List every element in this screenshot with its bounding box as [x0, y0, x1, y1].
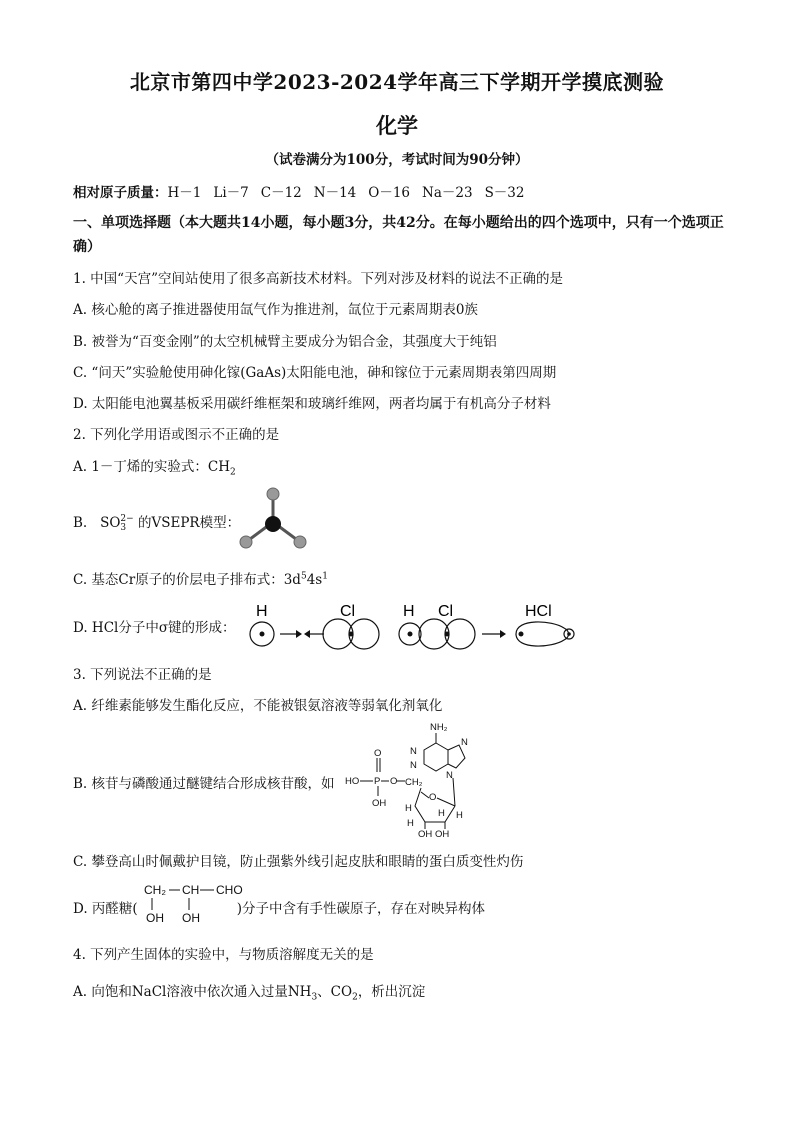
nucleotide-structure	[343, 718, 478, 840]
question-3-option-b: B. 核苷与磷酸通过醚键结合形成核苷酸，如	[73, 776, 335, 792]
option-b-suffix: 的VSEPR模型：	[138, 515, 241, 531]
ch2-group: CH₂	[405, 777, 423, 788]
page-title: 北京市第四中学2023-2024学年高三下学期开学摸底测验	[129, 70, 665, 94]
question-2-option-a	[73, 455, 236, 478]
formula-subscript: 2	[230, 467, 236, 478]
vsepr-model-diagram	[228, 484, 318, 554]
question-4-stem: 4. 下列产生固体的实验中，与物质溶解度无关的是	[73, 947, 374, 963]
config-part: 4s	[306, 572, 323, 588]
ribose-o: O	[429, 792, 437, 803]
oxygen-sphere	[240, 536, 252, 548]
ribose-h: H	[456, 810, 463, 821]
mass-item: N－14	[313, 185, 357, 201]
option-d-prefix: D. 丙醛糖(	[73, 901, 138, 917]
question-2-stem: 2. 下列化学用语或图示不正确的是	[73, 427, 280, 443]
question-1-option-b: B. 被誉为“百变金刚”的太空机械臂主要成分为铝合金，其强度大于纯铝	[73, 334, 497, 350]
cl-label: Cl	[340, 603, 356, 620]
atomic-masses	[73, 181, 537, 201]
option-a-text: A. 向饱和NaCl溶液中依次通入过量NH	[73, 984, 312, 1000]
cl-label: Cl	[438, 603, 454, 620]
option-c-text: C. 基态Cr原子的价层电子排布式：	[73, 572, 284, 588]
option-a-mid: 、CO	[317, 984, 353, 1000]
sigma-bond-diagram	[240, 600, 585, 652]
option-a-text: A. 1－丁烯的实验式：	[73, 459, 208, 475]
option-b-prefix: B.	[73, 515, 88, 531]
section-1-heading: 一、单项选择题（本大题共14小题，每小题3分，共42分。在每小题给出的四个选项中，只有一个选项正确）	[73, 215, 724, 255]
ch2-group: CH₂	[144, 883, 166, 897]
sulfite-formula: SO	[100, 515, 121, 531]
phosphate-oh: OH	[372, 798, 387, 809]
ribose-oh: OH	[435, 829, 450, 840]
question-1-option-c: C. “问天”实验舱使用砷化镓(GaAs)太阳能电池，砷和镓位于元素周期表第四周期	[73, 365, 557, 381]
question-3-option-a: A. 纤维素能够发生酯化反应，不能被银氨溶液等弱氧化剂氧化	[73, 698, 443, 714]
ribose-h: H	[407, 818, 414, 829]
ring-n: N	[410, 746, 417, 757]
oxygen-sphere	[294, 536, 306, 548]
amino-group: NH₂	[430, 722, 448, 733]
config-sup: 5	[300, 571, 307, 582]
mass-item: H－1	[167, 185, 202, 201]
ion-charge: 2−	[120, 513, 134, 524]
cho-group: CHO	[216, 883, 243, 897]
h-label: H	[256, 603, 268, 620]
mass-item: C－12	[260, 185, 302, 201]
mass-item: Na－23	[422, 185, 473, 201]
oh-group: OH	[146, 911, 164, 925]
phosphorus: P	[374, 776, 381, 787]
glyceraldehyde-structure	[142, 880, 252, 926]
oh-group: OH	[182, 911, 200, 925]
mass-item: O－16	[368, 185, 411, 201]
question-4-option-a	[73, 980, 425, 1003]
phosphate-ho: HO	[345, 776, 360, 787]
ch-group: CH	[182, 883, 200, 897]
sulfur-sphere	[265, 516, 281, 532]
ion-subscript: 3	[120, 522, 127, 533]
co2-subscript: 2	[352, 992, 358, 1003]
atomic-masses-label: 相对原子质量：	[73, 185, 168, 201]
config-sup: 1	[322, 571, 328, 582]
question-3-option-d	[73, 897, 485, 917]
ribose-h: H	[438, 808, 445, 819]
ring-n: N	[461, 737, 468, 748]
question-2-option-b	[73, 511, 240, 533]
option-a-end: ，析出沉淀	[357, 984, 426, 1000]
question-3-stem: 3. 下列说法不正确的是	[73, 667, 212, 683]
empirical-formula: CH	[207, 459, 231, 475]
option-d-suffix: )分子中含有手性碳原子，存在对映异构体	[236, 901, 485, 917]
mass-item: S－32	[484, 185, 525, 201]
exam-note: （试卷满分为100分，考试时间为90分钟）	[265, 152, 529, 168]
ring-n: N	[410, 760, 417, 771]
config-part: 3d	[283, 572, 301, 588]
h-label: H	[403, 603, 415, 620]
phosphate-o: O	[390, 776, 398, 787]
question-1-option-d: D. 太阳能电池翼基板采用碳纤维框架和玻璃纤维网，两者均属于有机高分子材料	[73, 396, 551, 412]
question-1-stem: 1. 中国“天宫”空间站使用了很多高新技术材料。下列对涉及材料的说法不正确的是	[73, 271, 563, 287]
question-2-option-d: D. HCl分子中σ键的形成：	[73, 620, 236, 636]
ribose-oh: OH	[418, 829, 433, 840]
question-3-option-c: C. 攀登高山时佩戴护目镜，防止强紫外线引起皮肤和眼睛的蛋白质变性灼伤	[73, 854, 524, 870]
nh3-subscript: 3	[311, 992, 318, 1003]
phosphate-o: O	[374, 748, 382, 759]
subject-title: 化学	[376, 113, 418, 138]
ring-n: N	[446, 770, 453, 781]
ribose-h: H	[405, 803, 412, 814]
lone-pair-sphere	[267, 488, 279, 500]
question-1-option-a: A. 核心舱的离子推进器使用氙气作为推进剂，氙位于元素周期表0族	[73, 302, 478, 318]
hcl-label: HCl	[525, 603, 552, 620]
question-2-option-c	[73, 568, 328, 588]
mass-item: Li－7	[213, 185, 249, 201]
